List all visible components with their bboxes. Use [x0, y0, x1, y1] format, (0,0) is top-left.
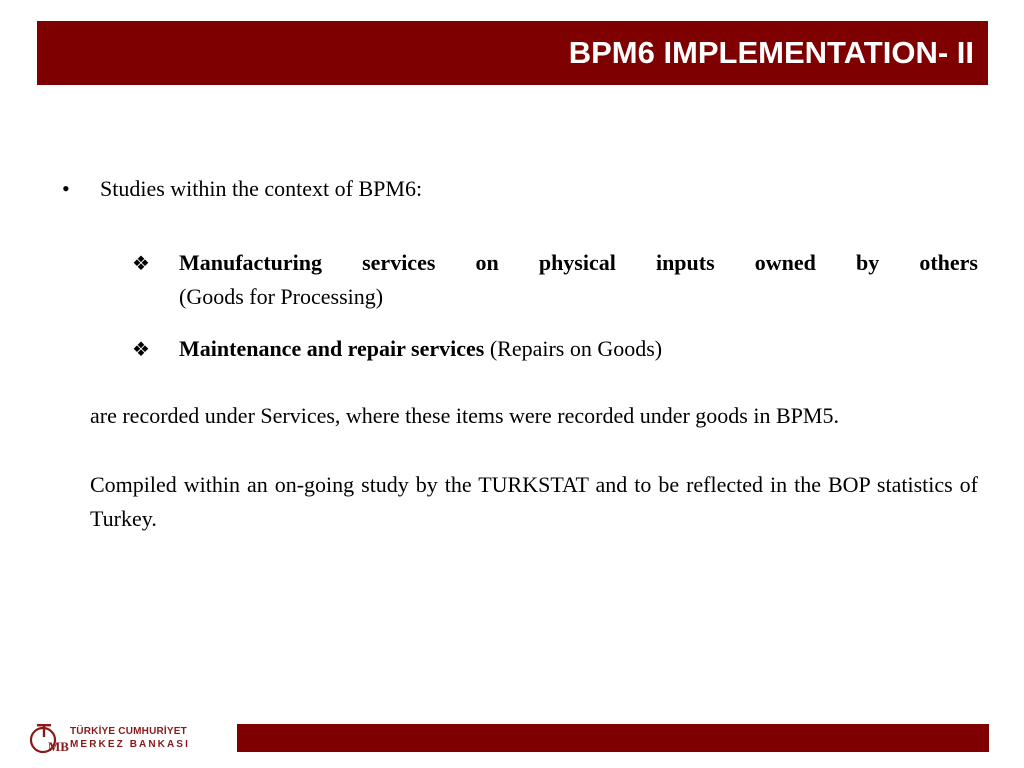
sub-item-maintenance	[132, 332, 978, 366]
bullet-dot-icon: •	[62, 176, 70, 201]
svg-text:MB: MB	[48, 739, 69, 754]
sub-item-text	[179, 246, 978, 314]
slide-title: BPM6 IMPLEMENTATION- II	[568, 35, 974, 70]
sub-item-bold-text: Maintenance and repair services	[179, 336, 485, 361]
sub-item-bold-text: Manufacturing services on physical inputs owned by others	[179, 250, 978, 275]
diamond-bullet-icon: ❖	[132, 251, 150, 275]
paragraph-compiled: Compiled within an on-going study by the TURKSTAT and to be reflected in the BOP statistics of Turkey.	[90, 472, 978, 531]
bullet-item	[62, 175, 422, 203]
sub-item-manufacturing	[132, 246, 978, 314]
logo-text	[70, 725, 190, 751]
diamond-bullet-icon: ❖	[132, 337, 150, 361]
footer-bar	[237, 724, 989, 752]
cbrt-logo	[28, 718, 218, 758]
paragraph-recorded: are recorded under Services, where these items were recorded under goods in BPM5.	[90, 403, 839, 428]
sub-item-normal-text: (Goods for Processing)	[179, 284, 384, 309]
tcmb-emblem-icon	[28, 721, 69, 755]
sub-item-normal-text: (Repairs on Goods)	[484, 336, 663, 361]
bullet-text: Studies within the context of BPM6:	[100, 176, 423, 201]
logo-line1: TÜRKİYE CUMHURİYET	[70, 726, 187, 737]
logo-line2: MERKEZ BANKASI	[70, 739, 190, 750]
sub-item-text	[179, 332, 978, 366]
title-bar	[37, 21, 988, 85]
